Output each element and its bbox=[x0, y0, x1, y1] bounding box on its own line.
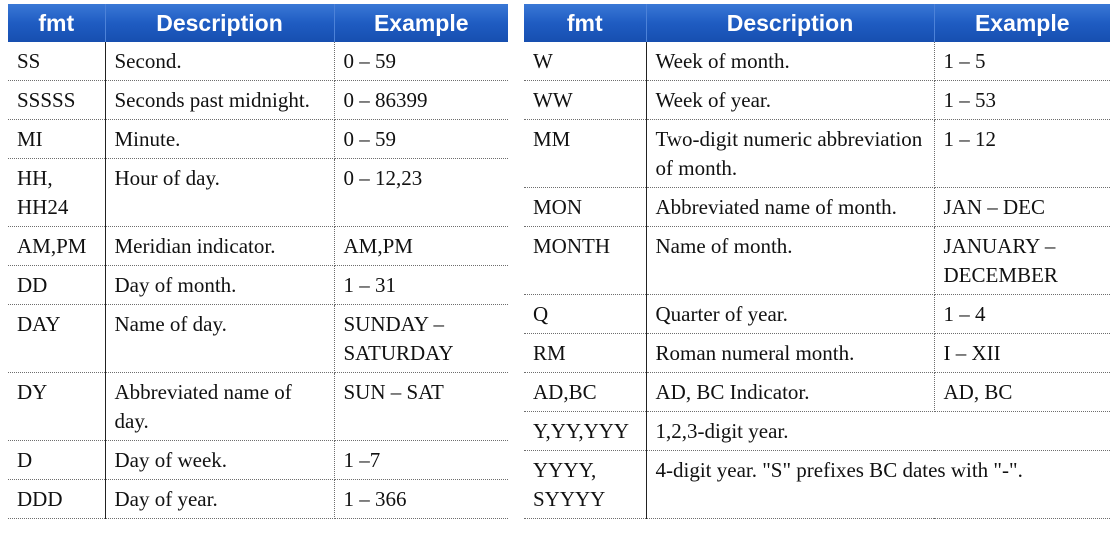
header-fmt: fmt bbox=[524, 4, 646, 42]
fmt-cell: YYYY, SYYYY bbox=[524, 451, 646, 519]
example-cell: 0 – 86399 bbox=[334, 81, 508, 120]
description-cell: AD, BC Indicator. bbox=[646, 373, 934, 412]
fmt-cell: Y,YY,YYY bbox=[524, 412, 646, 451]
example-cell: 1 – 5 bbox=[934, 42, 1110, 81]
table-row bbox=[524, 295, 1110, 334]
header-description: Description bbox=[646, 4, 934, 42]
header-example: Example bbox=[934, 4, 1110, 42]
fmt-cell: HH, HH24 bbox=[8, 159, 105, 227]
table-row bbox=[524, 81, 1110, 120]
fmt-cell: MM bbox=[524, 120, 646, 188]
description-cell: Hour of day. bbox=[105, 159, 334, 227]
example-cell: 1 –7 bbox=[334, 441, 508, 480]
description-cell: Name of month. bbox=[646, 227, 934, 295]
left-format-table bbox=[8, 4, 508, 519]
fmt-cell: W bbox=[524, 42, 646, 81]
fmt-cell: DY bbox=[8, 373, 105, 441]
example-cell: 0 – 12,23 bbox=[334, 159, 508, 227]
example-cell: I – XII bbox=[934, 334, 1110, 373]
right-format-table bbox=[524, 4, 1110, 519]
table-header-row bbox=[524, 4, 1110, 42]
example-cell: 1 – 12 bbox=[934, 120, 1110, 188]
fmt-cell: MON bbox=[524, 188, 646, 227]
fmt-cell: AD,BC bbox=[524, 373, 646, 412]
example-cell: 0 – 59 bbox=[334, 42, 508, 81]
fmt-cell: DD bbox=[8, 266, 105, 305]
table-row bbox=[8, 159, 508, 227]
table-row bbox=[524, 373, 1110, 412]
example-cell: JANUARY – DECEMBER bbox=[934, 227, 1110, 295]
fmt-cell: SSSSS bbox=[8, 81, 105, 120]
description-cell: Roman numeral month. bbox=[646, 334, 934, 373]
table-row bbox=[8, 42, 508, 81]
table-row bbox=[524, 42, 1110, 81]
fmt-cell: MI bbox=[8, 120, 105, 159]
description-cell: 4-digit year. "S" prefixes BC dates with "-". bbox=[646, 451, 1110, 519]
description-cell: Day of week. bbox=[105, 441, 334, 480]
fmt-cell: MONTH bbox=[524, 227, 646, 295]
description-cell: Second. bbox=[105, 42, 334, 81]
table-header-row bbox=[8, 4, 508, 42]
header-example: Example bbox=[334, 4, 508, 42]
example-cell: 1 – 4 bbox=[934, 295, 1110, 334]
description-cell: Meridian indicator. bbox=[105, 227, 334, 266]
table-row bbox=[8, 305, 508, 373]
table-row bbox=[8, 480, 508, 519]
table-row bbox=[8, 266, 508, 305]
description-cell: Week of year. bbox=[646, 81, 934, 120]
table-row bbox=[8, 441, 508, 480]
description-cell: Minute. bbox=[105, 120, 334, 159]
fmt-cell: WW bbox=[524, 81, 646, 120]
example-cell: 1 – 31 bbox=[334, 266, 508, 305]
table-row bbox=[524, 412, 1110, 451]
fmt-cell: DAY bbox=[8, 305, 105, 373]
example-cell: AM,PM bbox=[334, 227, 508, 266]
fmt-cell: D bbox=[8, 441, 105, 480]
example-cell: JAN – DEC bbox=[934, 188, 1110, 227]
description-cell: Week of month. bbox=[646, 42, 934, 81]
table-row bbox=[524, 188, 1110, 227]
description-cell: Name of day. bbox=[105, 305, 334, 373]
table-row bbox=[524, 227, 1110, 295]
header-fmt: fmt bbox=[8, 4, 105, 42]
description-cell: Two-digit numeric abbreviation of month. bbox=[646, 120, 934, 188]
example-cell: 0 – 59 bbox=[334, 120, 508, 159]
description-cell: Abbreviated name of month. bbox=[646, 188, 934, 227]
description-cell: 1,2,3-digit year. bbox=[646, 412, 1110, 451]
description-cell: Day of year. bbox=[105, 480, 334, 519]
description-cell: Abbreviated name of day. bbox=[105, 373, 334, 441]
example-cell: SUNDAY – SATURDAY bbox=[334, 305, 508, 373]
fmt-cell: RM bbox=[524, 334, 646, 373]
table-row bbox=[524, 120, 1110, 188]
description-cell: Quarter of year. bbox=[646, 295, 934, 334]
example-cell: 1 – 53 bbox=[934, 81, 1110, 120]
example-cell: SUN – SAT bbox=[334, 373, 508, 441]
table-row bbox=[8, 120, 508, 159]
fmt-cell: AM,PM bbox=[8, 227, 105, 266]
table-row bbox=[524, 334, 1110, 373]
fmt-cell: SS bbox=[8, 42, 105, 81]
table-row bbox=[8, 373, 508, 441]
example-cell: 1 – 366 bbox=[334, 480, 508, 519]
header-description: Description bbox=[105, 4, 334, 42]
description-cell: Seconds past midnight. bbox=[105, 81, 334, 120]
table-row bbox=[524, 451, 1110, 519]
description-cell: Day of month. bbox=[105, 266, 334, 305]
fmt-cell: Q bbox=[524, 295, 646, 334]
table-row bbox=[8, 227, 508, 266]
table-row bbox=[8, 81, 508, 120]
fmt-cell: DDD bbox=[8, 480, 105, 519]
example-cell: AD, BC bbox=[934, 373, 1110, 412]
